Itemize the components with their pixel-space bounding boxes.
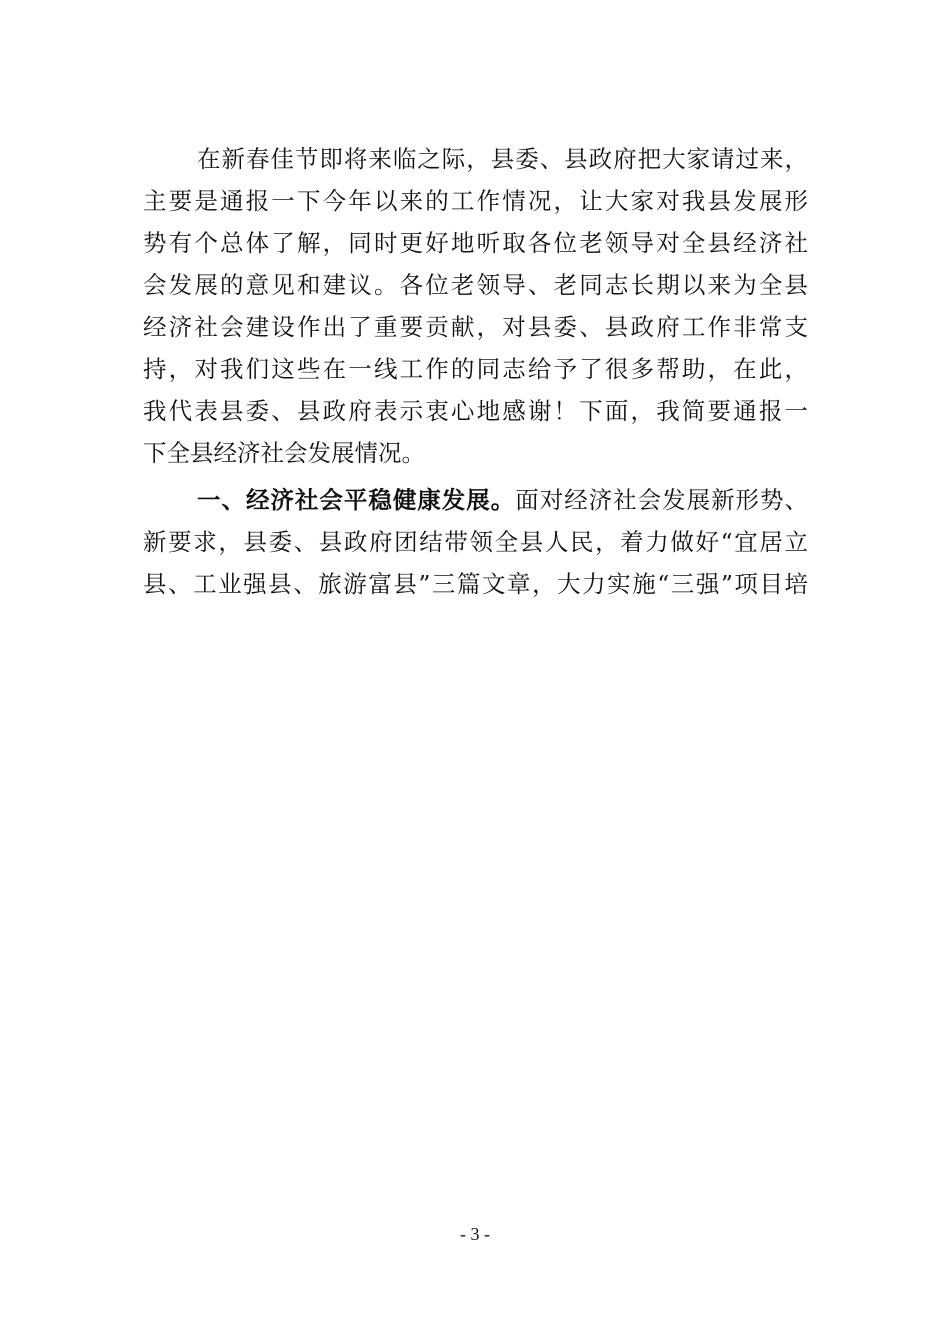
paragraph-line: 经济社会建设作出了重要贡献，对县委、县政府工作非常支: [143, 313, 808, 341]
section-heading: 一、经济社会平稳健康发展。: [197, 486, 516, 514]
paragraph-line: 下全县经济社会发展情况。: [143, 439, 425, 467]
paragraph-line: 主要是通报一下今年以来的工作情况，让大家对我县发展形: [143, 187, 808, 215]
paragraph-line: 新要求，县委、县政府团结带领全县人民，着力做好“宜居立: [143, 528, 808, 556]
paragraph-line: 势有个总体了解，同时更好地听取各位老领导对全县经济社: [143, 229, 808, 257]
paragraph-line: 在新春佳节即将来临之际，县委、县政府把大家请过来，: [197, 145, 808, 173]
paragraph-line-text: 面对经济社会发展新形势、: [515, 486, 809, 514]
paragraph-line: 会发展的意见和建议。各位老领导、老同志长期以来为全县: [143, 271, 808, 299]
page-number: - 3 -: [460, 1224, 490, 1244]
paragraph-line: 我代表县委、县政府表示衷心地感谢！下面，我简要通报一: [143, 397, 808, 425]
paragraph-line: [197, 483, 808, 517]
paragraph-line: 县、工业强县、旅游富县”三篇文章，大力实施“三强”项目培: [143, 570, 808, 598]
paragraph-line: 持，对我们这些在一线工作的同志给予了很多帮助，在此，: [143, 355, 808, 383]
